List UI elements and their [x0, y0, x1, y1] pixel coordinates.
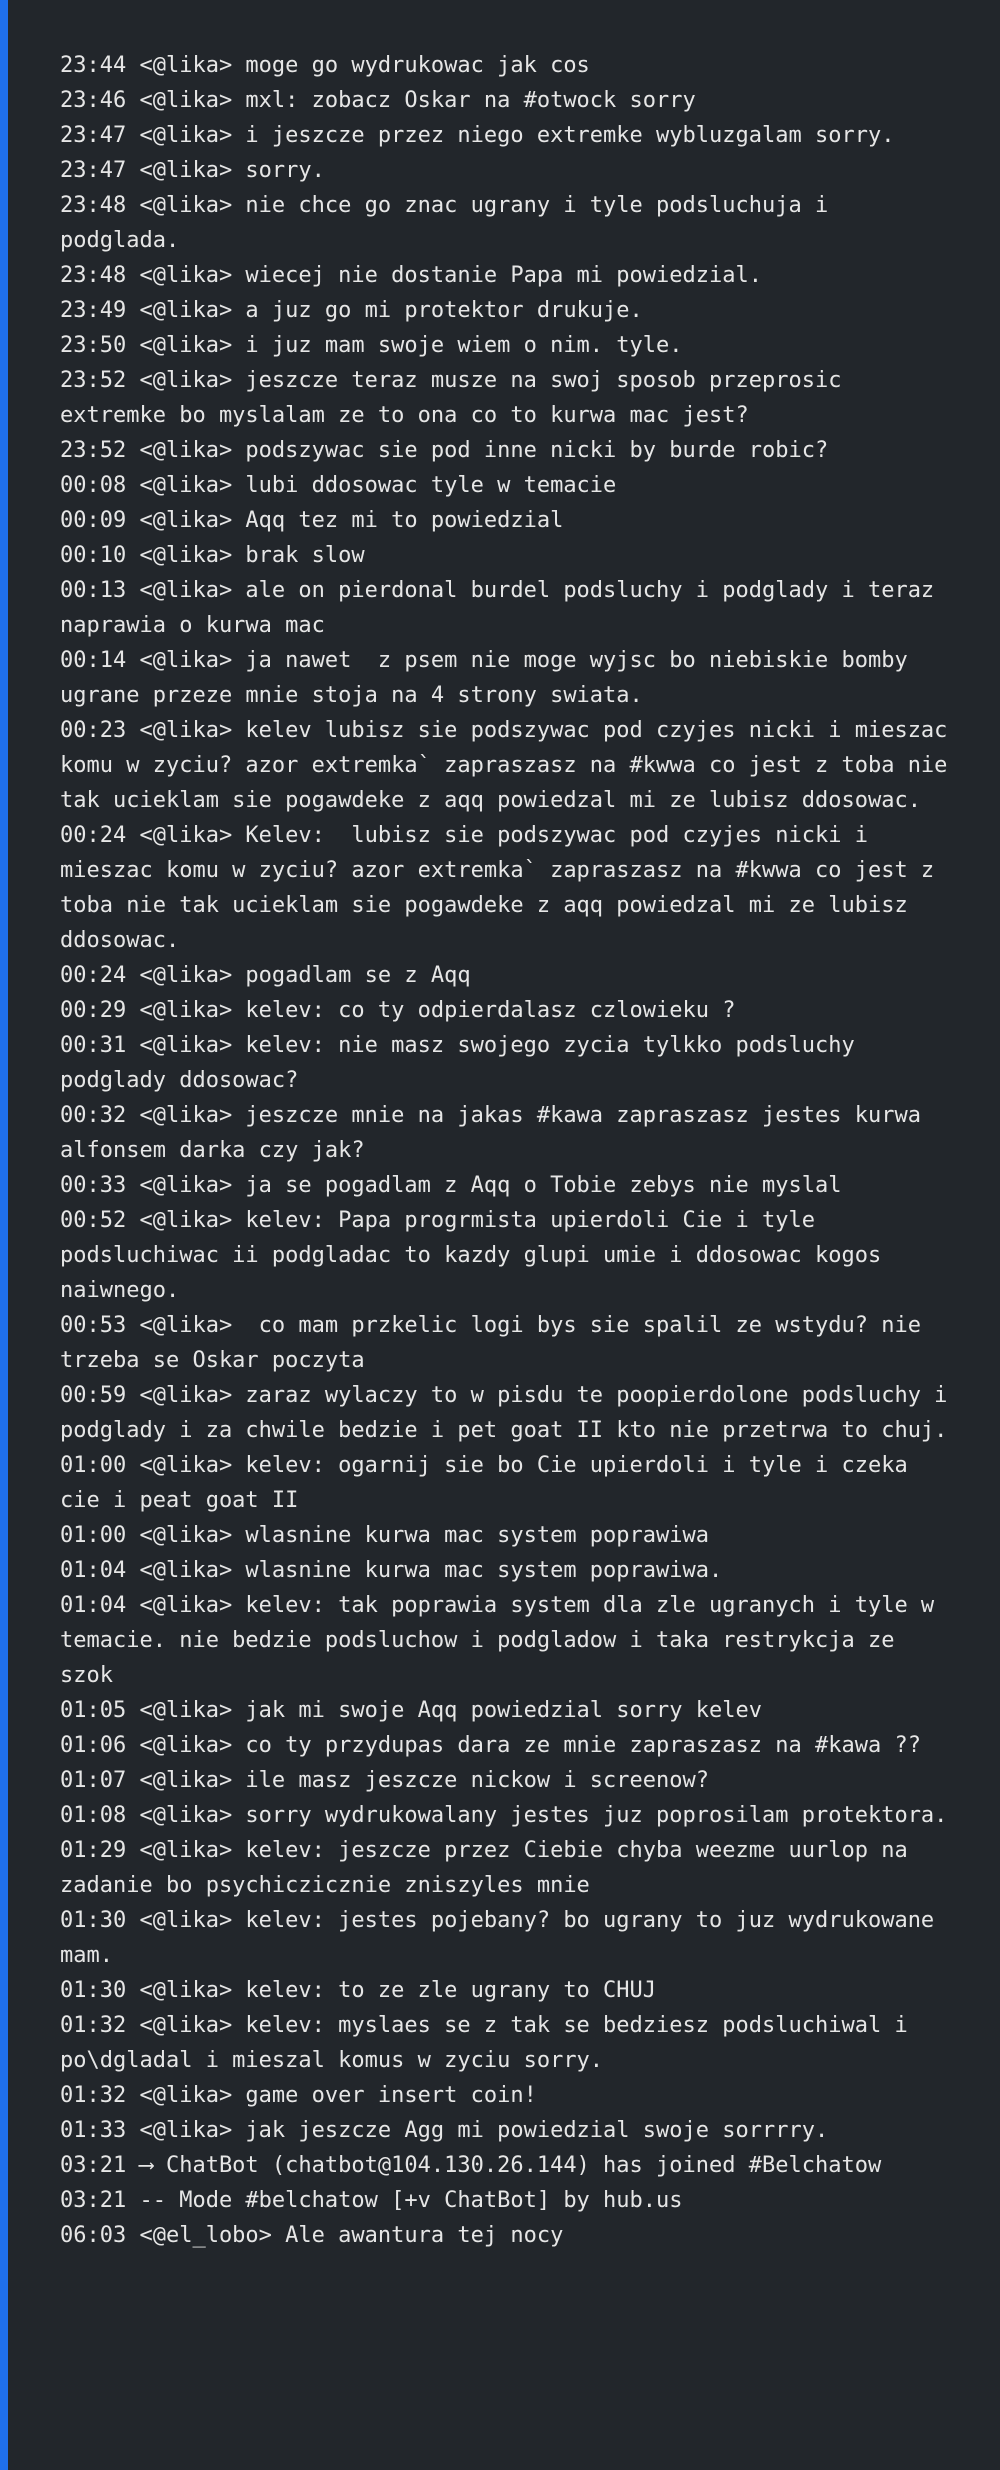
log-line: 23:47 <@lika> sorry. [60, 158, 325, 183]
log-line: 00:59 <@lika> zaraz wylaczy to w pisdu te poopierdolone podsluchy i podglady i za chwile bedzie i pet goat II kto nie przetrwa to chuj. [60, 1383, 961, 1443]
log-line: 06:03 <@el_lobo> Ale awantura tej nocy [60, 2223, 564, 2248]
log-line: 00:09 <@lika> Aqq tez mi to powiedzial [60, 508, 564, 533]
log-line: 03:21 ⟶ ChatBot (chatbot@104.130.26.144) has joined #Belchatow [60, 2153, 882, 2178]
log-line: 23:48 <@lika> wiecej nie dostanie Papa mi powiedzial. [60, 263, 762, 288]
log-line: 00:52 <@lika> kelev: Papa progrmista upierdoli Cie i tyle podsluchiwac ii podgladac to kazdy glupi umie i ddosowac kogos naiwnego. [60, 1208, 895, 1303]
log-line: 23:50 <@lika> i juz mam swoje wiem o nim. tyle. [60, 333, 683, 358]
log-line: 23:48 <@lika> nie chce go znac ugrany i tyle podsluchuja i podglada. [60, 193, 842, 253]
log-line: 01:32 <@lika> game over insert coin! [60, 2083, 537, 2108]
log-line: 00:08 <@lika> lubi ddosowac tyle w temacie [60, 473, 617, 498]
log-line: 23:47 <@lika> i jeszcze przez niego extremke wybluzgalam sorry. [60, 123, 895, 148]
log-line: 23:46 <@lika> mxl: zobacz Oskar na #otwock sorry [60, 88, 696, 113]
log-line: 03:21 -- Mode #belchatow [+v ChatBot] by hub.us [60, 2188, 683, 2213]
log-line: 00:10 <@lika> brak slow [60, 543, 365, 568]
log-line: 00:33 <@lika> ja se pogadlam z Aqq o Tobie zebys nie myslal [60, 1173, 842, 1198]
log-line: 01:29 <@lika> kelev: jeszcze przez Ciebie chyba weezme uurlop na zadanie bo psychiczicznie zniszyles mnie [60, 1838, 921, 1898]
log-line: 00:23 <@lika> kelev lubisz sie podszywac pod czyjes nicki i mieszac komu w zyciu? azor extremka` zapraszasz na #kwwa co jest z toba nie tak ucieklam sie pogawdeke z aqq powiedzal mi ze lubisz ddosowac. [60, 718, 961, 813]
log-line: 23:52 <@lika> podszywac sie pod inne nicki by burde robic? [60, 438, 829, 463]
log-line: 01:08 <@lika> sorry wydrukowalany jestes juz poprosilam protektora. [60, 1803, 948, 1828]
log-line: 00:14 <@lika> ja nawet z psem nie moge wyjsc bo niebiskie bomby ugrane przeze mnie stoja na 4 strony swiata. [60, 648, 921, 708]
log-line: 01:00 <@lika> wlasnine kurwa mac system poprawiwa [60, 1523, 710, 1548]
log-line: 00:53 <@lika> co mam przkelic logi bys sie spalil ze wstydu? nie trzeba se Oskar poczyta [60, 1313, 935, 1373]
log-line: 00:24 <@lika> Kelev: lubisz sie podszywac pod czyjes nicki i mieszac komu w zyciu? azor extremka` zapraszasz na #kwwa co jest z toba nie tak ucieklam sie pogawdeke z aqq powiedzal mi ze lubisz ddosowac. [60, 823, 948, 953]
log-line: 23:44 <@lika> moge go wydrukowac jak cos [60, 53, 590, 78]
log-line: 01:32 <@lika> kelev: myslaes se z tak se bedziesz podsluchiwal i po\dgladal i mieszal komus w zyciu sorry. [60, 2013, 921, 2073]
log-line: 00:31 <@lika> kelev: nie masz swojego zycia tylkko podsluchy podglady ddosowac? [60, 1033, 868, 1093]
log-line: 01:07 <@lika> ile masz jeszcze nickow i screenow? [60, 1768, 710, 1793]
log-line: 01:04 <@lika> kelev: tak poprawia system dla zle ugranych i tyle w temacie. nie bedzie podsluchow i podgladow i taka restrykcja ze szok [60, 1593, 948, 1688]
log-line: 00:13 <@lika> ale on pierdonal burdel podsluchy i podglady i teraz naprawia o kurwa mac [60, 578, 948, 638]
log-line: 00:29 <@lika> kelev: co ty odpierdalasz czlowieku ? [60, 998, 736, 1023]
chat-log [60, 48, 960, 2253]
log-line: 01:30 <@lika> kelev: jestes pojebany? bo ugrany to juz wydrukowane mam. [60, 1908, 948, 1968]
log-line: 23:52 <@lika> jeszcze teraz musze na swoj sposob przeprosic extremke bo myslalam ze to ona co to kurwa mac jest? [60, 368, 855, 428]
log-line: 01:30 <@lika> kelev: to ze zle ugrany to CHUJ [60, 1978, 657, 2003]
log-line: 00:24 <@lika> pogadlam se z Aqq [60, 963, 471, 988]
log-line: 01:33 <@lika> jak jeszcze Agg mi powiedzial swoje sorrrry. [60, 2118, 829, 2143]
log-line: 01:06 <@lika> co ty przydupas dara ze mnie zapraszasz na #kawa ?? [60, 1733, 921, 1758]
log-line: 01:04 <@lika> wlasnine kurwa mac system poprawiwa. [60, 1558, 723, 1583]
log-line: 01:00 <@lika> kelev: ogarnij sie bo Cie upierdoli i tyle i czeka cie i peat goat II [60, 1453, 921, 1513]
log-line: 23:49 <@lika> a juz go mi protektor drukuje. [60, 298, 643, 323]
log-line: 01:05 <@lika> jak mi swoje Aqq powiedzial sorry kelev [60, 1698, 762, 1723]
accent-bar [0, 0, 8, 2470]
log-line: 00:32 <@lika> jeszcze mnie na jakas #kawa zapraszasz jestes kurwa alfonsem darka czy jak? [60, 1103, 935, 1163]
